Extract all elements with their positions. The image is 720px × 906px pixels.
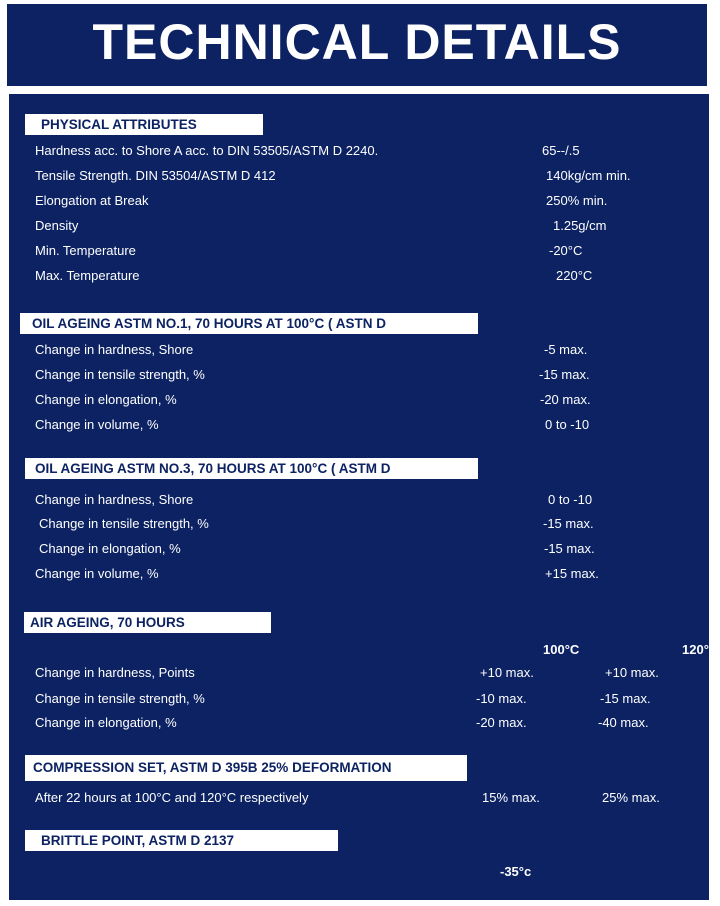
row-label: Change in hardness, Shore	[35, 342, 194, 357]
row-label: Density	[35, 218, 79, 233]
row-label: Change in tensile strength, %	[39, 516, 209, 531]
row-label: Change in elongation, %	[35, 715, 177, 730]
page-title: TECHNICAL DETAILS	[7, 4, 707, 86]
row-label: Min. Temperature	[35, 243, 136, 258]
row-value: 140kg/cm min.	[546, 168, 631, 183]
row-label: Change in hardness, Points	[35, 665, 195, 680]
row-value-100c: -10 max.	[476, 691, 527, 706]
row-value-120c: 25% max.	[602, 790, 660, 805]
section-header-oil-ageing-1: OIL AGEING ASTM NO.1, 70 HOURS AT 100°C ( ASTN D	[20, 313, 478, 334]
technical-details-panel	[9, 94, 709, 900]
column-header-100c: 100°C	[543, 642, 580, 657]
row-value-100c: +10 max.	[480, 665, 534, 680]
row-label: Change in elongation, %	[39, 541, 181, 556]
column-header-120c: 120°	[682, 642, 709, 657]
row-value: -20°C	[549, 243, 583, 258]
row-label: After 22 hours at 100°C and 120°C respectively	[35, 790, 309, 805]
row-value: 250% min.	[546, 193, 608, 208]
row-label: Change in volume, %	[35, 566, 159, 581]
row-label: Change in hardness, Shore	[35, 492, 194, 507]
row-label: Max. Temperature	[35, 268, 140, 283]
section-header-compression-set: COMPRESSION SET, ASTM D 395B 25% DEFORMATION	[25, 755, 467, 781]
row-label: Elongation at Break	[35, 193, 149, 208]
row-label: Tensile Strength. DIN 53504/ASTM D 412	[35, 168, 276, 183]
row-label: Change in elongation, %	[35, 392, 177, 407]
row-label: Change in tensile strength, %	[35, 691, 205, 706]
row-value: -15 max.	[544, 541, 595, 556]
row-value: 0 to -10	[548, 492, 593, 507]
row-value: -15 max.	[539, 367, 590, 382]
row-value-100c: -20 max.	[476, 715, 527, 730]
row-value-120c: -15 max.	[600, 691, 651, 706]
row-value: 220°C	[556, 268, 593, 283]
row-label: Change in volume, %	[35, 417, 159, 432]
row-label: Hardness acc. to Shore A acc. to DIN 53505/ASTM D 2240.	[35, 143, 379, 158]
row-value-120c: -40 max.	[598, 715, 649, 730]
row-value: -5 max.	[544, 342, 588, 357]
row-value: 1.25g/cm	[553, 218, 607, 233]
row-value: -20 max.	[540, 392, 591, 407]
row-value: 0 to -10	[545, 417, 590, 432]
row-value: +15 max.	[545, 566, 599, 581]
row-value-100c: 15% max.	[482, 790, 540, 805]
brittle-point-value: -35°c	[500, 864, 532, 879]
section-header-physical: PHYSICAL ATTRIBUTES	[25, 114, 263, 135]
row-label: Change in tensile strength, %	[35, 367, 205, 382]
row-value: -15 max.	[543, 516, 594, 531]
section-header-air-ageing: AIR AGEING, 70 HOURS	[24, 612, 271, 633]
section-header-brittle-point: BRITTLE POINT, ASTM D 2137	[25, 830, 338, 851]
row-value: 65--/.5	[542, 143, 580, 158]
section-header-oil-ageing-3: OIL AGEING ASTM NO.3, 70 HOURS AT 100°C ( ASTM D	[25, 458, 478, 479]
row-value-120c: +10 max.	[605, 665, 659, 680]
